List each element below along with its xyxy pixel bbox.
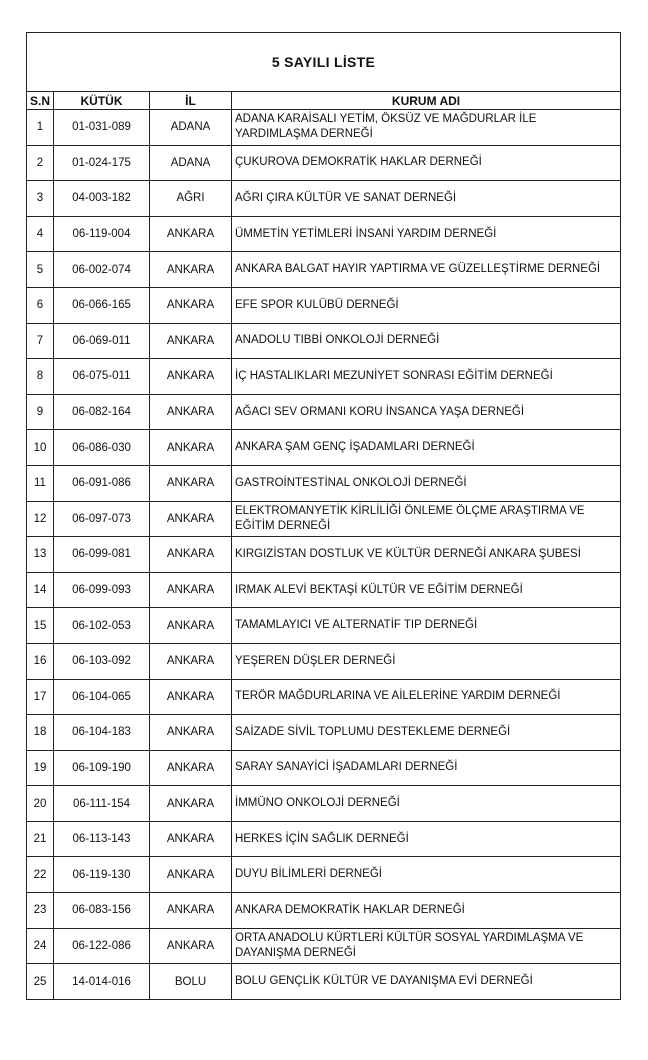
title-row <box>27 33 621 92</box>
row-kurum: SAİZADE SİVİL TOPLUMU DESTEKLEME DERNEĞİ <box>232 715 621 751</box>
row-il: AĞRI <box>150 181 232 217</box>
row-kurum: ADANA KARAİSALI YETİM, ÖKSÜZ VE MAĞDURLAR İLE YARDIMLAŞMA DERNEĞİ <box>232 110 621 146</box>
row-kutuk: 04-003-182 <box>54 181 150 217</box>
row-kutuk: 06-097-073 <box>54 501 150 537</box>
row-kurum: YEŞEREN DÜŞLER DERNEĞİ <box>232 643 621 679</box>
row-kutuk: 06-109-190 <box>54 750 150 786</box>
row-il: ANKARA <box>150 572 232 608</box>
column-header-kurum: KURUM ADI <box>232 92 621 110</box>
row-il: ANKARA <box>150 857 232 893</box>
row-sn: 12 <box>27 501 54 537</box>
table-row <box>27 857 621 893</box>
row-kutuk: 06-099-093 <box>54 572 150 608</box>
table-row <box>27 786 621 822</box>
table-row <box>27 181 621 217</box>
row-kutuk: 06-119-004 <box>54 216 150 252</box>
row-sn: 8 <box>27 359 54 395</box>
table-row <box>27 715 621 751</box>
row-il: ANKARA <box>150 394 232 430</box>
row-sn: 9 <box>27 394 54 430</box>
row-kutuk: 06-069-011 <box>54 323 150 359</box>
row-sn: 6 <box>27 287 54 323</box>
row-kurum: ELEKTROMANYETİK KİRLİLİĞİ ÖNLEME ÖLÇME ARAŞTIRMA VE EĞİTİM DERNEĞİ <box>232 501 621 537</box>
row-kurum: ÇUKUROVA DEMOKRATİK HAKLAR DERNEĞİ <box>232 145 621 181</box>
row-sn: 1 <box>27 110 54 146</box>
table-row <box>27 430 621 466</box>
row-il: ANKARA <box>150 537 232 573</box>
row-kutuk: 06-002-074 <box>54 252 150 288</box>
row-kurum: DUYU BİLİMLERİ DERNEĞİ <box>232 857 621 893</box>
row-il: ANKARA <box>150 252 232 288</box>
row-kutuk: 06-122-086 <box>54 928 150 964</box>
row-sn: 24 <box>27 928 54 964</box>
row-kurum: TERÖR MAĞDURLARINA VE AİLELERİNE YARDIM DERNEĞİ <box>232 679 621 715</box>
row-sn: 25 <box>27 964 54 1000</box>
column-header-sn: S.N <box>27 92 54 110</box>
row-sn: 4 <box>27 216 54 252</box>
row-kutuk: 06-104-183 <box>54 715 150 751</box>
row-kurum: IRMAK ALEVİ BEKTAŞİ KÜLTÜR VE EĞİTİM DERNEĞİ <box>232 572 621 608</box>
row-il: ANKARA <box>150 928 232 964</box>
row-il: ANKARA <box>150 465 232 501</box>
row-il: ANKARA <box>150 715 232 751</box>
row-il: ADANA <box>150 145 232 181</box>
row-kutuk: 06-119-130 <box>54 857 150 893</box>
row-il: ANKARA <box>150 643 232 679</box>
row-il: ANKARA <box>150 608 232 644</box>
row-il: ANKARA <box>150 501 232 537</box>
row-kutuk: 01-024-175 <box>54 145 150 181</box>
row-sn: 22 <box>27 857 54 893</box>
column-header-kutuk: KÜTÜK <box>54 92 150 110</box>
row-sn: 13 <box>27 537 54 573</box>
row-kurum: ANKARA ŞAM GENÇ İŞADAMLARI DERNEĞİ <box>232 430 621 466</box>
row-kurum: HERKES İÇİN SAĞLIK DERNEĞİ <box>232 821 621 857</box>
table-row <box>27 394 621 430</box>
row-kurum: ANKARA DEMOKRATİK HAKLAR DERNEĞİ <box>232 893 621 929</box>
row-il: ANKARA <box>150 679 232 715</box>
row-sn: 19 <box>27 750 54 786</box>
row-sn: 14 <box>27 572 54 608</box>
row-il: ANKARA <box>150 893 232 929</box>
row-kurum: İMMÜNO ONKOLOJİ DERNEĞİ <box>232 786 621 822</box>
row-sn: 17 <box>27 679 54 715</box>
row-kutuk: 01-031-089 <box>54 110 150 146</box>
row-il: ANKARA <box>150 287 232 323</box>
table-row <box>27 821 621 857</box>
table-body <box>27 110 621 1000</box>
document-title: 5 SAYILI LİSTE <box>27 33 621 92</box>
row-sn: 20 <box>27 786 54 822</box>
row-sn: 7 <box>27 323 54 359</box>
row-kurum: AĞRI ÇIRA KÜLTÜR VE SANAT DERNEĞİ <box>232 181 621 217</box>
row-kurum: SARAY SANAYİCİ İŞADAMLARI DERNEĞİ <box>232 750 621 786</box>
table-row <box>27 216 621 252</box>
row-kurum: EFE SPOR KULÜBÜ DERNEĞİ <box>232 287 621 323</box>
row-il: ADANA <box>150 110 232 146</box>
row-kurum: İÇ HASTALIKLARI MEZUNİYET SONRASI EĞİTİM DERNEĞİ <box>232 359 621 395</box>
table-row <box>27 964 621 1000</box>
row-kutuk: 06-111-154 <box>54 786 150 822</box>
row-il: ANKARA <box>150 750 232 786</box>
row-sn: 15 <box>27 608 54 644</box>
row-kutuk: 14-014-016 <box>54 964 150 1000</box>
column-header-il: İL <box>150 92 232 110</box>
row-kutuk: 06-091-086 <box>54 465 150 501</box>
row-sn: 11 <box>27 465 54 501</box>
row-sn: 21 <box>27 821 54 857</box>
row-kutuk: 06-083-156 <box>54 893 150 929</box>
row-kurum: AĞACI SEV ORMANI KORU İNSANCA YAŞA DERNEĞİ <box>232 394 621 430</box>
table-row <box>27 928 621 964</box>
row-kurum: ANKARA BALGAT HAYIR YAPTIRMA VE GÜZELLEŞTİRME DERNEĞİ <box>232 252 621 288</box>
table-row <box>27 750 621 786</box>
header-row <box>27 92 621 110</box>
row-kurum: BOLU GENÇLİK KÜLTÜR VE DAYANIŞMA EVİ DERNEĞİ <box>232 964 621 1000</box>
row-sn: 5 <box>27 252 54 288</box>
table-row <box>27 501 621 537</box>
table-row <box>27 323 621 359</box>
row-kurum: GASTROİNTESTİNAL ONKOLOJİ DERNEĞİ <box>232 465 621 501</box>
row-sn: 16 <box>27 643 54 679</box>
table-row <box>27 145 621 181</box>
table-row <box>27 643 621 679</box>
row-kutuk: 06-082-164 <box>54 394 150 430</box>
row-kurum: KIRGIZİSTAN DOSTLUK VE KÜLTÜR DERNEĞİ ANKARA ŞUBESİ <box>232 537 621 573</box>
row-kutuk: 06-113-143 <box>54 821 150 857</box>
row-sn: 3 <box>27 181 54 217</box>
row-il: ANKARA <box>150 216 232 252</box>
row-kutuk: 06-075-011 <box>54 359 150 395</box>
row-kurum: TAMAMLAYICI VE ALTERNATİF TIP DERNEĞİ <box>232 608 621 644</box>
association-table <box>26 32 621 1000</box>
row-il: ANKARA <box>150 821 232 857</box>
row-kutuk: 06-103-092 <box>54 643 150 679</box>
row-kutuk: 06-099-081 <box>54 537 150 573</box>
table-row <box>27 252 621 288</box>
table-row <box>27 287 621 323</box>
table-row <box>27 608 621 644</box>
row-kurum: ANADOLU TIBBİ ONKOLOJİ DERNEĞİ <box>232 323 621 359</box>
row-kurum: ÜMMETİN YETİMLERİ İNSANİ YARDIM DERNEĞİ <box>232 216 621 252</box>
table-row <box>27 537 621 573</box>
table-row <box>27 679 621 715</box>
table-row <box>27 359 621 395</box>
row-il: ANKARA <box>150 430 232 466</box>
row-il: ANKARA <box>150 786 232 822</box>
table-row <box>27 465 621 501</box>
row-kutuk: 06-086-030 <box>54 430 150 466</box>
table-row <box>27 110 621 146</box>
document-sheet <box>26 32 620 1000</box>
row-kutuk: 06-102-053 <box>54 608 150 644</box>
row-il: BOLU <box>150 964 232 1000</box>
table-row <box>27 572 621 608</box>
row-sn: 10 <box>27 430 54 466</box>
row-sn: 18 <box>27 715 54 751</box>
row-sn: 23 <box>27 893 54 929</box>
row-kurum: ORTA ANADOLU KÜRTLERİ KÜLTÜR SOSYAL YARDIMLAŞMA VE DAYANIŞMA DERNEĞİ <box>232 928 621 964</box>
table-row <box>27 893 621 929</box>
row-il: ANKARA <box>150 323 232 359</box>
row-kutuk: 06-066-165 <box>54 287 150 323</box>
row-kutuk: 06-104-065 <box>54 679 150 715</box>
row-il: ANKARA <box>150 359 232 395</box>
row-sn: 2 <box>27 145 54 181</box>
